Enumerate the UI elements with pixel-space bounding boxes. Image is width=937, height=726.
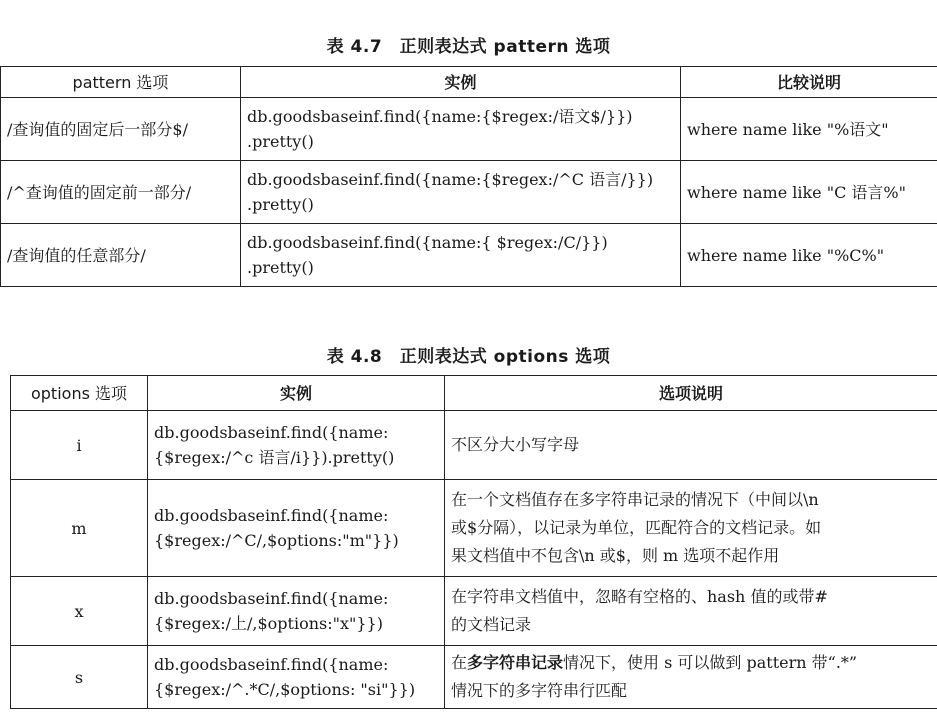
example-line: .pretty() bbox=[247, 195, 314, 214]
description-cell bbox=[445, 577, 937, 646]
example-cell bbox=[148, 577, 445, 646]
column-header-description: 选项说明 bbox=[445, 376, 937, 411]
example-cell bbox=[241, 161, 681, 224]
option-cell: m bbox=[11, 480, 148, 577]
example-line: db.goodsbaseinf.find({name: bbox=[154, 506, 389, 525]
example-line: {$regex:/^C/,$options:"m"}}) bbox=[154, 531, 399, 550]
example-line: .pretty() bbox=[247, 258, 314, 277]
option-cell: x bbox=[11, 577, 148, 646]
example-cell bbox=[148, 411, 445, 480]
example-line: {$regex:/^.*C/,$options: "si"}}) bbox=[154, 680, 416, 699]
example-cell bbox=[148, 646, 445, 709]
table-row bbox=[1, 161, 937, 224]
example-line: db.goodsbaseinf.find({name:{$regex:/语文$/}}) bbox=[247, 107, 633, 126]
pattern-options-table bbox=[0, 66, 937, 287]
description-cell bbox=[445, 646, 937, 709]
table-row bbox=[1, 98, 937, 161]
example-line: {$regex:/^c 语言/i}}).pretty() bbox=[154, 448, 395, 467]
option-cell: i bbox=[11, 411, 148, 480]
description-line: 在一个文档值存在多字符串记录的情况下（中间以\n bbox=[451, 490, 819, 509]
description-emphasis: 多字符串记录 bbox=[467, 653, 564, 672]
example-line: .pretty() bbox=[247, 132, 314, 151]
table-row bbox=[11, 646, 937, 709]
example-line: db.goodsbaseinf.find({name: bbox=[154, 589, 389, 608]
table-4-8-caption: 表 4.8 正则表达式 options 选项 bbox=[326, 347, 611, 367]
column-header-example: 实例 bbox=[241, 67, 681, 98]
column-header-example: 实例 bbox=[148, 376, 445, 411]
table-row bbox=[1, 224, 937, 287]
example-line: db.goodsbaseinf.find({name:{$regex:/^C 语言/}}) bbox=[247, 170, 654, 189]
example-line: db.goodsbaseinf.find({name: bbox=[154, 423, 389, 442]
table-row bbox=[11, 411, 937, 480]
column-header-pattern: pattern 选项 bbox=[1, 67, 241, 98]
table-4-7-caption: 表 4.7 正则表达式 pattern 选项 bbox=[326, 37, 611, 57]
example-cell bbox=[241, 98, 681, 161]
option-cell: s bbox=[11, 646, 148, 709]
description-line: 在字符串文档值中，忽略有空格的、hash 值的或带# bbox=[451, 587, 828, 606]
description-line: 或$分隔），以记录为单位，匹配符合的文档记录。如 bbox=[451, 518, 822, 537]
example-line: db.goodsbaseinf.find({name:{ $regex:/C/}}) bbox=[247, 233, 608, 252]
description-line: 情况下的多字符串行匹配 bbox=[451, 681, 628, 700]
table-header-row bbox=[1, 67, 937, 98]
example-cell bbox=[241, 224, 681, 287]
comparison-cell: where name like "%C%" bbox=[681, 224, 937, 287]
pattern-cell: /^查询值的固定前一部分/ bbox=[1, 161, 241, 224]
comparison-cell: where name like "C 语言%" bbox=[681, 161, 937, 224]
example-line: {$regex:/上/,$options:"x"}}) bbox=[154, 614, 383, 633]
table-header-row bbox=[11, 376, 937, 411]
description-line: 不区分大小写字母 bbox=[451, 435, 580, 454]
description-line bbox=[451, 649, 931, 677]
table-row bbox=[11, 480, 937, 577]
description-line: 果文档值中不包含\n 或$，则 m 选项不起作用 bbox=[451, 546, 780, 565]
example-line: db.goodsbaseinf.find({name: bbox=[154, 655, 389, 674]
options-table bbox=[10, 375, 937, 709]
pattern-cell: /查询值的固定后一部分$/ bbox=[1, 98, 241, 161]
description-cell bbox=[445, 411, 937, 480]
table-row bbox=[11, 577, 937, 646]
description-prefix: 在 bbox=[451, 653, 468, 672]
pattern-cell: /查询值的任意部分/ bbox=[1, 224, 241, 287]
description-cell bbox=[445, 480, 937, 577]
column-header-options: options 选项 bbox=[11, 376, 148, 411]
description-rest: 情况下，使用 s 可以做到 pattern 带“.*” bbox=[563, 653, 858, 672]
column-header-comparison: 比较说明 bbox=[681, 67, 937, 98]
comparison-cell: where name like "%语文" bbox=[681, 98, 937, 161]
description-line: 的文档记录 bbox=[451, 615, 532, 634]
example-cell bbox=[148, 480, 445, 577]
